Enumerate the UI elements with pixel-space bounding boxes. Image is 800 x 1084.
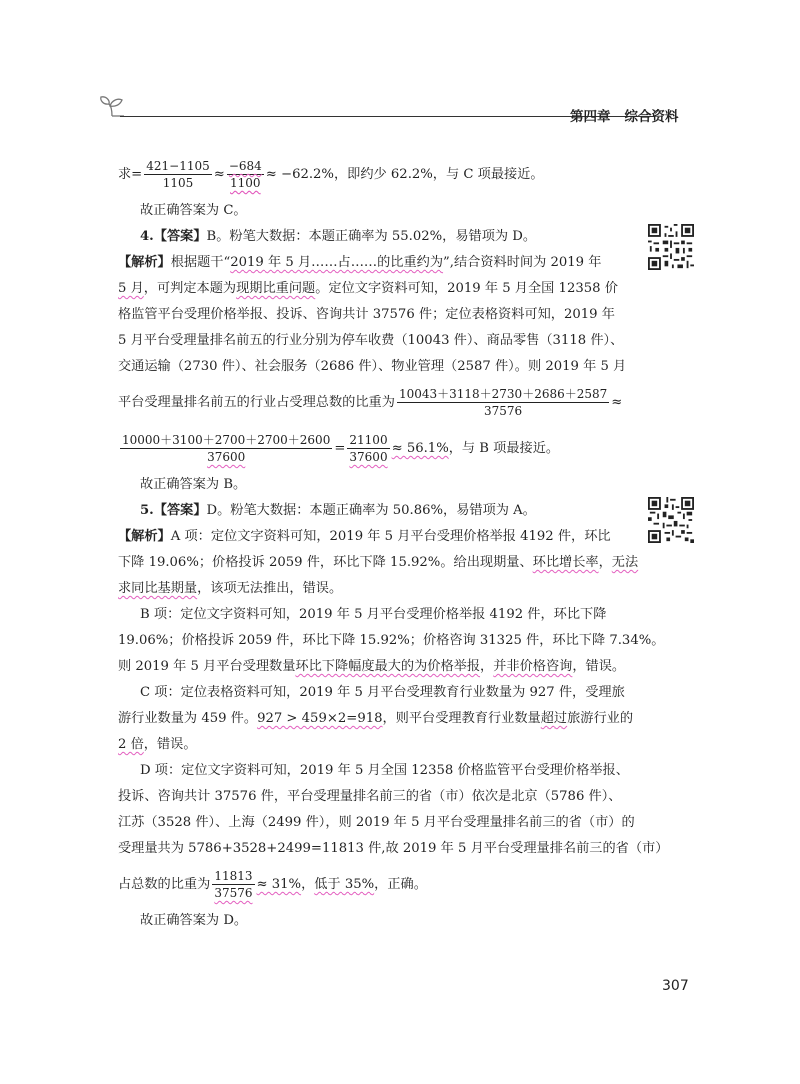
text-line: [118, 628, 665, 654]
highlight-span: 环比增长率: [532, 555, 599, 570]
text-span: 求=: [118, 167, 143, 182]
highlight-span: 5 月: [118, 281, 144, 296]
text-span: D 项：定位文字资料可知，2019 年 5 月全国 12358 价格监管平台受理价格举报、: [140, 763, 629, 778]
numerator: 10000＋3100＋2700＋2700＋2600: [122, 433, 331, 447]
text-line: [118, 732, 630, 758]
text-line: [118, 328, 630, 354]
text-line: [118, 680, 630, 706]
chapter-label: [570, 105, 679, 125]
numerator: 21100: [349, 433, 388, 447]
highlight-span: 环比下降幅度最大的为价格举报: [295, 659, 481, 674]
numerator: 10043＋3118＋2730＋2686＋2587: [398, 387, 608, 401]
page-number: 307: [662, 978, 689, 994]
text-line: [118, 302, 630, 328]
text-span: ，正确。: [374, 877, 427, 892]
fraction: [347, 432, 389, 465]
highlight-span: 2019 年 5 月……占……的比重约为: [230, 255, 444, 270]
text-span: C 项：定位表格资料可知，2019 年 5 月平台受理教育行业数量为 927 件，受理旅: [140, 685, 625, 700]
fraction: [227, 158, 264, 191]
highlight-span: 无法: [611, 555, 639, 570]
text-span: ，可判定本题为: [143, 281, 237, 296]
text-line: [118, 276, 630, 302]
text-line: [118, 836, 669, 862]
qr-code-icon[interactable]: [648, 497, 694, 543]
denominator: 1105: [162, 176, 194, 190]
text-span: 占总数的比重为: [118, 877, 211, 892]
fraction: [397, 386, 609, 419]
text-line: [118, 758, 630, 784]
text-line: [118, 354, 630, 380]
denominator: 37576: [484, 404, 523, 418]
text-line: [118, 426, 630, 472]
answer-label: 5.【答案】: [140, 503, 207, 518]
text-span: 交通运输（2730 件）、社会服务（2686 件）、物业管理（2587 件）。则 2019 年 5 月: [118, 359, 627, 374]
text-line: [118, 706, 634, 732]
text-line: [118, 810, 635, 836]
body-text: [118, 152, 669, 934]
text-line: [118, 198, 630, 224]
text-span: 5 月平台受理量排名前五的行业分别为停车收费（10043 件）、商品零售（3118 件）、: [118, 333, 624, 348]
highlight-span: 超过: [540, 711, 568, 726]
text-span: 平台受理量排名前五的行业占受理总数的比重为: [118, 395, 395, 410]
denominator: 37600: [349, 450, 388, 464]
answer-label: 4.【答案】: [140, 229, 207, 244]
fraction: [144, 158, 212, 191]
text-span: 投诉、咨询共计 37576 件，平台受理量排名前三的省（市）依次是北京（5786 件）、: [118, 789, 622, 804]
analysis-label: 【解析】: [118, 255, 171, 270]
text-span: ，则平台受理教育行业数量: [382, 711, 541, 726]
numerator: −684: [228, 159, 262, 173]
text-span: ”,结合资料时间为 2019 年: [443, 255, 602, 270]
fraction: [120, 432, 332, 465]
text-span: 故正确答案为 D。: [140, 913, 248, 928]
text-span: D。粉笔大数据：本题正确率为 50.86%，易错项为 A。: [206, 503, 536, 518]
text-line: [118, 498, 630, 524]
text-span: ，: [301, 877, 315, 892]
text-line: [118, 908, 630, 934]
text-line: [118, 784, 630, 810]
text-span: A 项：定位文字资料可知，2019 年 5 月平台受理价格举报 4192 件，环比: [170, 529, 611, 544]
denominator: 37576: [214, 886, 253, 900]
sprout-icon: [98, 92, 128, 122]
text-line: [118, 380, 630, 426]
text-span: ≈: [213, 167, 225, 182]
text-span: B。粉笔大数据：本题正确率为 55.02%，易错项为 D。: [206, 229, 537, 244]
text-line: [118, 472, 630, 498]
text-line: [118, 524, 630, 550]
text-span: 。定位文字资料可知，2019 年 5 月全国 12358 价: [315, 281, 618, 296]
text-span: 格监管平台受理价格举报、投诉、咨询共计 37576 件；定位表格资料可知，2019 年: [118, 307, 615, 322]
text-line: [118, 654, 630, 680]
highlight-span: 求同比基期量: [118, 581, 198, 596]
highlight-span: 低于 35%: [314, 877, 375, 892]
text-line: [118, 224, 630, 250]
text-span: ，: [480, 659, 494, 674]
text-span: 江苏（3528 件）、上海（2499 件），则 2019 年 5 月平台受理量排名前三的省（市）的: [118, 815, 635, 830]
text-span: ，错误。: [572, 659, 626, 674]
text-line: [118, 550, 639, 576]
text-line: [118, 602, 630, 628]
text-line: [118, 576, 630, 602]
text-span: ，错误。: [143, 737, 197, 752]
highlight-span: ≈ 31%: [256, 877, 302, 892]
chapter-number: 第四章: [570, 109, 611, 125]
denominator: 1100: [230, 176, 261, 190]
text-span: 则 2019 年 5 月平台受理数量: [118, 659, 296, 674]
text-span: ，该项无法推出，错误。: [197, 581, 343, 596]
running-header: [98, 92, 708, 132]
text-span: ，与 B 项最接近。: [448, 441, 560, 456]
text-span: =: [334, 441, 346, 456]
text-line: [118, 250, 630, 276]
text-line: [118, 862, 630, 908]
highlight-span: 并非价格咨询: [493, 659, 573, 674]
highlight-span: 2 倍: [118, 737, 144, 752]
highlight-span: 现期比重问题: [236, 281, 316, 296]
text-span: 受理量共为 5786+3528+2499=11813 件,故 2019 年 5 月平台受理量排名前三的省（市）: [118, 841, 669, 856]
text-span: 19.06%；价格投诉 2059 件，环比下降 15.92%；价格咨询 31325 件，环比下降 7.34%。: [118, 633, 665, 648]
text-span: 故正确答案为 C。: [140, 203, 247, 218]
highlight-span: 927 > 459×2=918: [257, 711, 383, 726]
text-line: [118, 152, 630, 198]
analysis-label: 【解析】: [118, 529, 171, 544]
denominator: 37600: [207, 450, 246, 464]
numerator: 11813: [214, 869, 253, 883]
text-span: 游行业数量为 459 件。: [118, 711, 258, 726]
text-span: ≈ −62.2%，即约少 62.2%，与 C 项最接近。: [265, 167, 544, 182]
highlight-span: ≈ 56.1%: [391, 441, 449, 456]
text-span: 故正确答案为 B。: [140, 477, 247, 492]
text-span: ，: [598, 555, 612, 570]
fraction: [212, 868, 254, 901]
numerator: 421−1105: [146, 159, 210, 173]
chapter-title: 综合资料: [624, 109, 679, 125]
text-span: B 项：定位文字资料可知，2019 年 5 月平台受理价格举报 4192 件，环比下降: [140, 607, 607, 622]
text-span: 根据题干“: [170, 255, 231, 270]
text-span: ≈: [611, 395, 623, 410]
text-span: 下降 19.06%；价格投诉 2059 件，环比下降 15.92%。给出现期量、: [118, 555, 533, 570]
qr-code-icon[interactable]: [648, 224, 694, 270]
text-span: 旅游行业的: [567, 711, 634, 726]
